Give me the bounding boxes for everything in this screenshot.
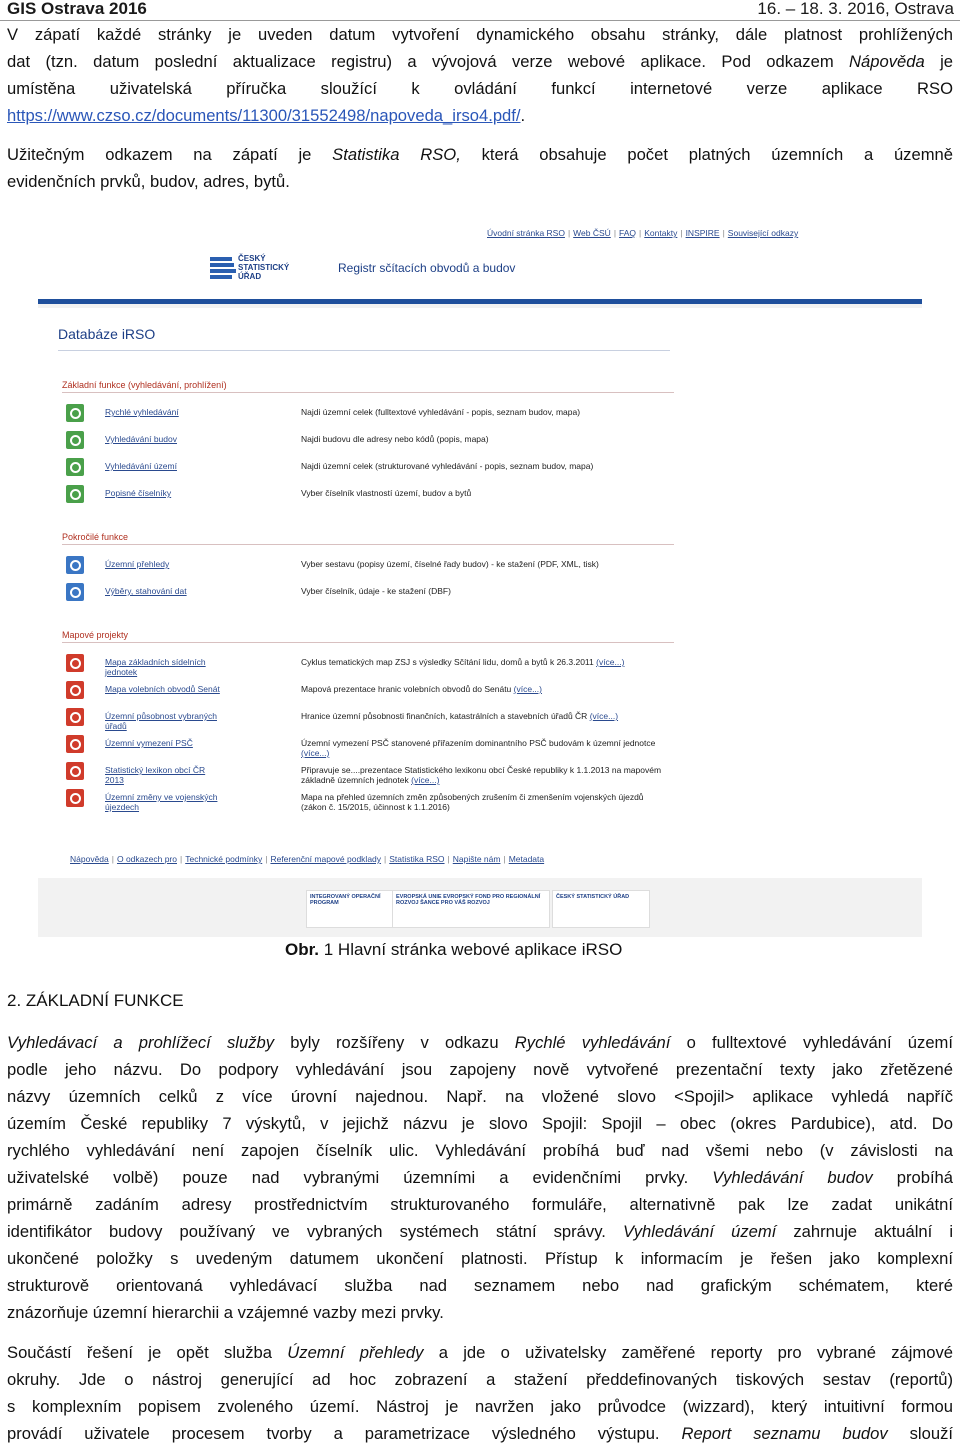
czso-small-logo: ČESKÝ STATISTICKÝ ÚŘAD <box>552 890 650 928</box>
text-run: s komplexním popisem zvoleného území. Nástroj je navržen jako průvodce (wizzard), který intuitivní formou <box>7 1397 953 1416</box>
intro-paragraph <box>7 21 953 129</box>
text-line <box>7 1056 953 1083</box>
text-line <box>7 1339 953 1366</box>
function-icon[interactable] <box>66 762 84 780</box>
text-run: slouží <box>887 1424 953 1443</box>
text-line <box>7 1366 953 1393</box>
text-line <box>7 1218 953 1245</box>
figure-irso-screenshot <box>38 224 922 937</box>
link-separator: | <box>265 854 268 864</box>
text-run: ukončené položky s uvedeným datumem ukončení platnosti. Přístup k informacím je řešen jako komplexní <box>7 1249 953 1268</box>
function-icon[interactable] <box>66 556 84 574</box>
text-run: Součástí řešení je opět služba <box>7 1343 288 1362</box>
text-run: byly rozšířeny v odkazu <box>274 1033 515 1052</box>
function-icon[interactable] <box>66 583 84 601</box>
description-text: Mapová prezentace hranic volebních obvodů do Senátu <box>301 684 514 694</box>
text-run: podle jeho názvu. Do podpory vyhledávání jsou zapojeny nově vytvořené prezentační texty jako zřetězené <box>7 1060 953 1079</box>
link-separator: | <box>567 228 571 238</box>
text-run: názvy územních celků z více úrovní najednou. Např. na vložené slovo <Spojil> aplikace vyhledá napříč <box>7 1087 953 1106</box>
function-link[interactable]: Územní změny ve vojenských újezdech <box>105 792 218 812</box>
text-line: Užitečným odkazem na zápatí je Statistika RSO, která obsahuje počet platných územních a územně <box>7 145 953 164</box>
eu-logo: EVROPSKÁ UNIE EVROPSKÝ FOND PRO REGIONÁLNÍ ROZVOJ ŠANCE PRO VÁŠ ROZVOJ <box>392 890 550 928</box>
function-link[interactable]: Mapa volebních obvodů Senát <box>105 684 220 694</box>
text-line <box>7 1299 953 1326</box>
text-run: územím České republiky 7 výskytů, v jejichž názvu je slovo Spojil: Spojil – obec (okres Pardubice), atd. Do <box>7 1114 953 1133</box>
link-separator: | <box>680 228 683 238</box>
text-run: probíhá <box>872 1168 953 1187</box>
text-run: strukturově orientovaná vyhledávací služba nad seznamem nebo nad grafickým schématem, které <box>7 1276 953 1295</box>
link-separator: | <box>111 854 114 864</box>
text-line <box>7 1191 953 1218</box>
text-line: dat (tzn. datum poslední aktualizace registru) a vývojová verze webové aplikace. Pod odkazem Nápověda je <box>7 52 953 71</box>
footer-link[interactable]: Nápověda <box>70 854 109 864</box>
function-icon[interactable] <box>66 708 84 726</box>
description-text: Mapa na přehled územních změn způsobených zrušením či zmenšením vojenských újezdů (zákon č. 15/2015, účinnost k 1.1.2016) <box>301 792 644 812</box>
description-text: Najdi budovu dle adresy nebo kódů (popis, mapa) <box>301 434 489 444</box>
description-text: Najdi územní celek (fulltextové vyhledávání - popis, seznam budov, mapa) <box>301 407 581 417</box>
link-separator: | <box>639 228 642 238</box>
function-link[interactable]: Mapa základních sídelních jednotek <box>105 657 206 677</box>
function-link[interactable]: Výběry, stahování dat <box>105 586 187 596</box>
section-heading: 2. ZÁKLADNÍ FUNKCE <box>7 991 184 1010</box>
text-run: a jde o uživatelsky zaměřené reporty pro vybrané zájmové <box>423 1343 953 1362</box>
link-separator: | <box>384 854 387 864</box>
more-link[interactable]: (více...) <box>589 711 619 721</box>
description-text: Vyber číselník vlastností území, budov a bytů <box>301 488 472 498</box>
function-description <box>301 559 671 569</box>
text-run: provádí uživatele procesem tvorby a parametrizace výsledného výstupu. <box>7 1424 682 1443</box>
link-separator: | <box>613 228 617 238</box>
registry-title: Registr sčítacích obvodů a budov <box>338 261 516 275</box>
function-link[interactable]: Vyhledávání budov <box>105 434 177 444</box>
text-run: uživatelské volbě) pouze nad vybranými územními a evidenčními prvky. <box>7 1168 713 1187</box>
top-link[interactable]: Web ČSÚ <box>573 228 611 238</box>
function-description <box>301 765 671 785</box>
text-line <box>7 1029 953 1056</box>
text-line: evidenčních prvků, budov, adres, bytů. <box>7 172 290 191</box>
body-paragraph-2 <box>7 1339 953 1447</box>
description-text: Najdi územní celek (strukturované vyhledávání - popis, seznam budov, mapa) <box>301 461 594 471</box>
function-link[interactable]: Statistický lexikon obcí ČR 2013 <box>105 765 206 785</box>
function-icon[interactable] <box>66 789 84 807</box>
footer-link[interactable]: O odkazech pro <box>116 854 177 864</box>
link-separator: | <box>503 854 506 864</box>
description-text: Cyklus tematických map ZSJ s výsledky Sčítání lidu, domů a bytů k 26.3.2011 <box>301 657 597 667</box>
text-run: o fulltextové vyhledávání území <box>670 1033 953 1052</box>
text-run: rychlého vyhledávání není zapojen číselník ulic. Vyhledávání probíhá buď nad všemi nebo (v závislosti na <box>7 1141 953 1160</box>
footer-link[interactable]: Statistika RSO <box>389 854 445 864</box>
function-icon[interactable] <box>66 654 84 672</box>
more-link[interactable]: (více...) <box>301 748 330 758</box>
text-line <box>7 1245 953 1272</box>
function-icon[interactable] <box>66 681 84 699</box>
text-line: V zápatí každé stránky je uveden datum vytvoření dynamického obsahu stránky, dále platnost prohlížených <box>7 25 953 44</box>
czso-logo: ČESKÝ STATISTICKÝ ÚŘAD <box>210 254 340 284</box>
section-maps: Mapové projekty <box>62 630 129 640</box>
header-divider <box>38 299 922 304</box>
more-link[interactable]: (více...) <box>411 775 440 785</box>
function-link[interactable]: Popisné číselníky <box>105 488 172 498</box>
irso-footer-links <box>70 854 544 864</box>
top-link[interactable]: Související odkazy <box>727 228 799 238</box>
text-line <box>7 1272 953 1299</box>
emphasis: Vyhledávání budov <box>712 1168 873 1187</box>
function-description <box>301 586 671 596</box>
text-line <box>7 1083 953 1110</box>
description-text: Územní vymezení PSČ stanovené přiřazením dominantního PSČ budovám k územní jednotce <box>301 738 656 748</box>
emphasis: Rychlé vyhledávání <box>514 1033 671 1052</box>
emphasis: Územní přehledy <box>287 1343 424 1362</box>
function-icon[interactable] <box>66 404 84 422</box>
emphasis: Vyhledávací a prohlížecí služby <box>7 1033 275 1052</box>
text-line: umístěna uživatelská příručka sloužící k ovládání funkcí internetové verze aplikace RSO <box>7 79 953 98</box>
conference-title: GIS Ostrava 2016 <box>7 0 147 18</box>
footer-link[interactable]: Technické podmínky <box>185 854 263 864</box>
function-description <box>301 434 671 444</box>
top-link[interactable]: INSPIRE <box>685 228 720 238</box>
text-run: primárně zadáním adresy prostřednictvím strukturovaného formuláře, alternativně pak lze zadat unikátní <box>7 1195 953 1214</box>
emphasis: Vyhledávání území <box>622 1222 777 1241</box>
footer-link[interactable]: Napište nám <box>452 854 501 864</box>
top-link[interactable]: FAQ <box>619 228 637 238</box>
text-run: zahrnuje aktuální i <box>776 1222 953 1241</box>
more-link[interactable]: (více...) <box>513 684 542 694</box>
function-link[interactable]: Územní vymezení PSČ <box>105 738 193 748</box>
section-basic: Základní funkce (vyhledávání, prohlížení) <box>62 380 227 390</box>
top-link[interactable]: Úvodní stránka RSO <box>487 228 565 238</box>
section-advanced: Pokročilé funkce <box>62 532 129 542</box>
function-description <box>301 407 671 417</box>
irso-main <box>38 308 922 878</box>
text-line <box>7 1393 953 1420</box>
napoveda-term: Nápověda <box>849 52 925 71</box>
database-title: Databáze iRSO <box>58 326 156 342</box>
function-icon[interactable] <box>66 458 84 476</box>
page-header <box>0 0 960 21</box>
function-description <box>301 657 671 667</box>
link-separator: | <box>447 854 450 864</box>
more-link[interactable]: (více...) <box>596 657 625 667</box>
top-links <box>487 228 798 238</box>
function-link[interactable]: Rychlé vyhledávání <box>105 407 179 417</box>
description-text: Hranice územní působnosti finančních, katastrálních a stavebních úřadů ČR <box>301 711 590 721</box>
body-paragraph-1 <box>7 1029 953 1326</box>
footer-link[interactable]: Metadata <box>508 854 545 864</box>
link-separator: | <box>180 854 183 864</box>
footer-info-paragraph <box>7 141 953 195</box>
text-line: https://www.czso.cz/documents/11300/31552498/napoveda_irso4.pdf/. <box>7 106 526 125</box>
top-link[interactable]: Kontakty <box>644 228 678 238</box>
function-icon[interactable] <box>66 431 84 449</box>
text-run: znázorňuje územní hierarchii a vzájemné vazby mezi prvky. <box>7 1303 444 1322</box>
text-line <box>7 1164 953 1191</box>
function-description <box>301 461 671 471</box>
description-text: Vyber sestavu (popisy území, číselné řady budov) - ke stažení (PDF, XML, tisk) <box>301 559 599 569</box>
function-icon[interactable] <box>66 735 84 753</box>
text-run: identifikátor budovy používaný ve vybraných systémech státní správy. <box>7 1222 623 1241</box>
iop-logo: INTEGROVANÝ OPERAČNÍ PROGRAM <box>306 890 394 928</box>
function-link[interactable]: Územní působnost vybraných úřadů <box>105 711 217 731</box>
function-description <box>301 738 671 758</box>
function-link[interactable]: Vyhledávání území <box>105 461 177 471</box>
emphasis: Report seznamu budov <box>681 1424 888 1443</box>
text-line <box>7 1110 953 1137</box>
function-icon[interactable] <box>66 485 84 503</box>
function-description <box>301 488 671 498</box>
function-description <box>301 792 671 812</box>
footer-link[interactable]: Referenční mapové podklady <box>270 854 382 864</box>
link-separator: | <box>722 228 725 238</box>
function-link[interactable]: Územní přehledy <box>105 559 170 569</box>
irso-header <box>38 224 922 302</box>
function-description <box>301 684 671 694</box>
text-run: okruhy. Jde o nástroj generující ad hoc zobrazení a stažení předdefinovaných tiskových sestav (reportů) <box>7 1370 953 1389</box>
text-line <box>7 1420 953 1447</box>
text-line <box>7 1137 953 1164</box>
description-text: Vyber číselník, údaje - ke stažení (DBF) <box>301 586 451 596</box>
conference-date: 16. – 18. 3. 2016, Ostrava <box>757 0 954 18</box>
manual-link[interactable]: https://www.czso.cz/documents/11300/31552498/napoveda_irso4.pdf/ <box>7 106 521 125</box>
description-text: Připravuje se....prezentace Statistického lexikonu obcí České republiky k 1.1.2013 na mapovém základně územních jednotek <box>301 765 662 785</box>
function-description <box>301 711 671 721</box>
